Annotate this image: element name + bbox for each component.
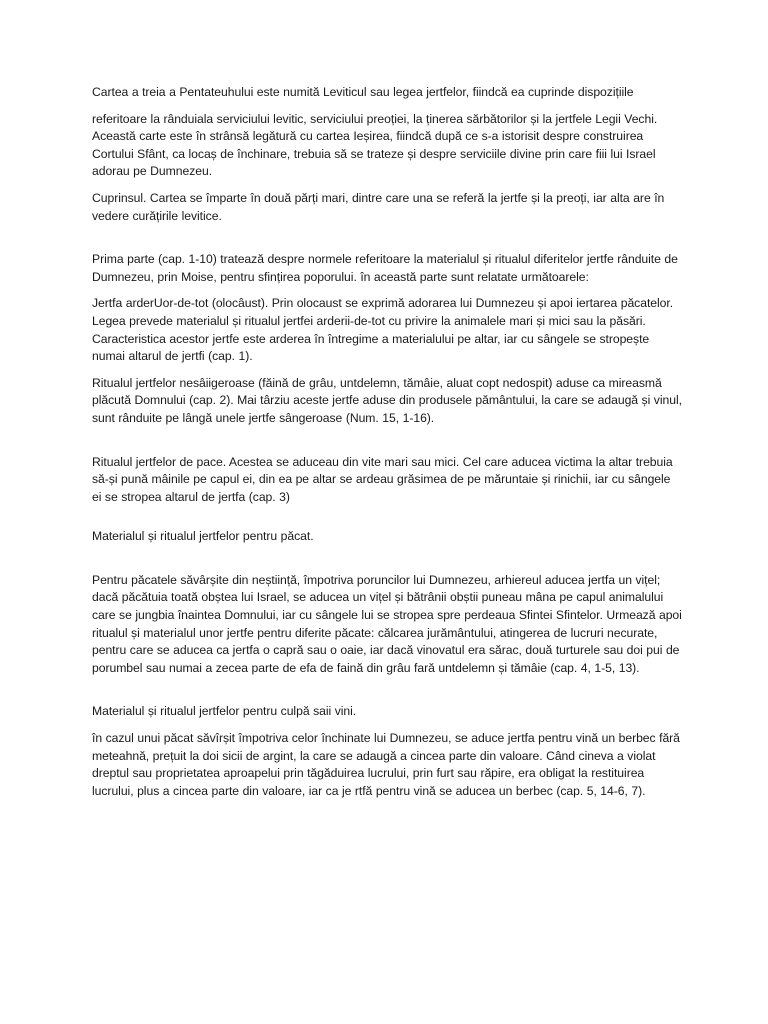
- paragraph-contents: Cuprinsul. Cartea se împarte în două părți mari, dintre care una se referă la jertfe și la preoți, iar alta are în vedere curățirile levitice.: [92, 190, 665, 223]
- document-page: [92, 84, 682, 809]
- paragraph-intro-continued: referitoare la rânduiala serviciului levitic, serviciului preoției, la ținerea sărbătorilor și la jertfele Legii Vechi. Această carte este în strânsă legătură cu cartea Ieșirea, fiindcă după ce s-a istorisit despre construirea Cortului Sfânt, ca locaș de închinare, trebuia să se trateze și despre serviciile divine prin care fiii lui Israel adorau pe Dumnezeu.: [92, 111, 658, 179]
- heading-sin-offerings: Materialul și ritualul jertfelor pentru păcat.: [92, 529, 314, 544]
- heading-guilt-offerings: Materialul și ritualul jertfelor pentru culpă saii vini.: [92, 704, 357, 719]
- paragraph-bloodless-offerings: Ritualul jertfelor nesâiigeroase (făină de grâu, untdelemn, tămâie, aluat copt nedospit) aduse ca mireasmă plăcută Domnului (cap. 2). Mai târziu aceste jertfe aduse din produsele pământului, la care se adaugă și vinul, sunt rânduite pe lângă unele jertfe sângeroase (Num. 15, 1-16).: [92, 375, 682, 425]
- paragraph-guilt-offerings: în cazul unui păcat săvîrșit împotriva celor închinate lui Dumnezeu, se aduce jertfa pentru vină un berbec fără meteahnă, prețuit la doi sicii de argint, la care se adaugă a cincea parte din valoare. Când cineva a violat dreptul sau proprietatea aproapelui prin tăgăduirea lucrului, prin furt sau răpire, era obligat la restituirea lucrului, plus a cincea parte din valoare, iar ca je rtfă pentru vină se aducea un berbec (cap. 5, 14-6, 7).: [92, 731, 680, 798]
- paragraph-intro-line: Cartea a treia a Pentateuhului este numită Leviticul sau legea jertfelor, fiindcă ea cuprinde dispozițiile: [92, 85, 634, 99]
- paragraph-burnt-offering: Jertfa arderUor-de-tot (olocâust). Prin olocaust se exprimă adorarea lui Dumnezeu și apoi iertarea păcatelor. Legea prevede materialul și ritualul jertfei arderii-de-tot cu privire la animalele mari și mici sau la păsări. Caracteristica acestor jertfe este arderea în întregime a materialului pe altar, iar cu sângele se stropește numai altarul de jertfi (cap. 1).: [92, 296, 674, 364]
- paragraph-first-part: Prima parte (cap. 1-10) tratează despre normele referitoare la materialul și ritualul diferitelor jertfe rânduite de Dumnezeu, prin Moise, pentru sfințirea poporului. în această parte sunt relatate următoarele:: [92, 252, 678, 284]
- paragraph-peace-offerings: Ritualul jertfelor de pace. Acestea se aduceau din vite mari sau mici. Cel care aducea victima la altar trebuia să-și pună mâinile pe capul ei, din ea pe altar se ardeau grăsimea de pe măruntaie și rinichii, iar cu sângele ei se stropea altarul de jertfa (cap. 3): [92, 454, 673, 504]
- paragraph-sin-offerings: Pentru păcatele săvârșite din neștiință, împotriva poruncilor lui Dumnezeu, arhiereul aducea jertfa un vițel; dacă păcătuia toată obștea lui Israel, se aducea un vițel și bătrânii obștii puneau mâna pe capul animalului care se jungbia înaintea Domnului, iar cu sângele lui se stropea spre perdeaua Sfintei Sfintelor. Urmează apoi ritualul și materialul unor jertfe pentru diferite păcate: călcarea jurământului, atingerea de lucruri necurate, pentru care se aducea ca jertfa o capră sau o oaie, iar dacă vinovatul era sărac, două turturele sau doi pui de porumbel sau numai a zecea parte de efa de faină din grâu fară untdelemn și tămâie (cap. 4, 1-5, 13).: [92, 572, 682, 675]
